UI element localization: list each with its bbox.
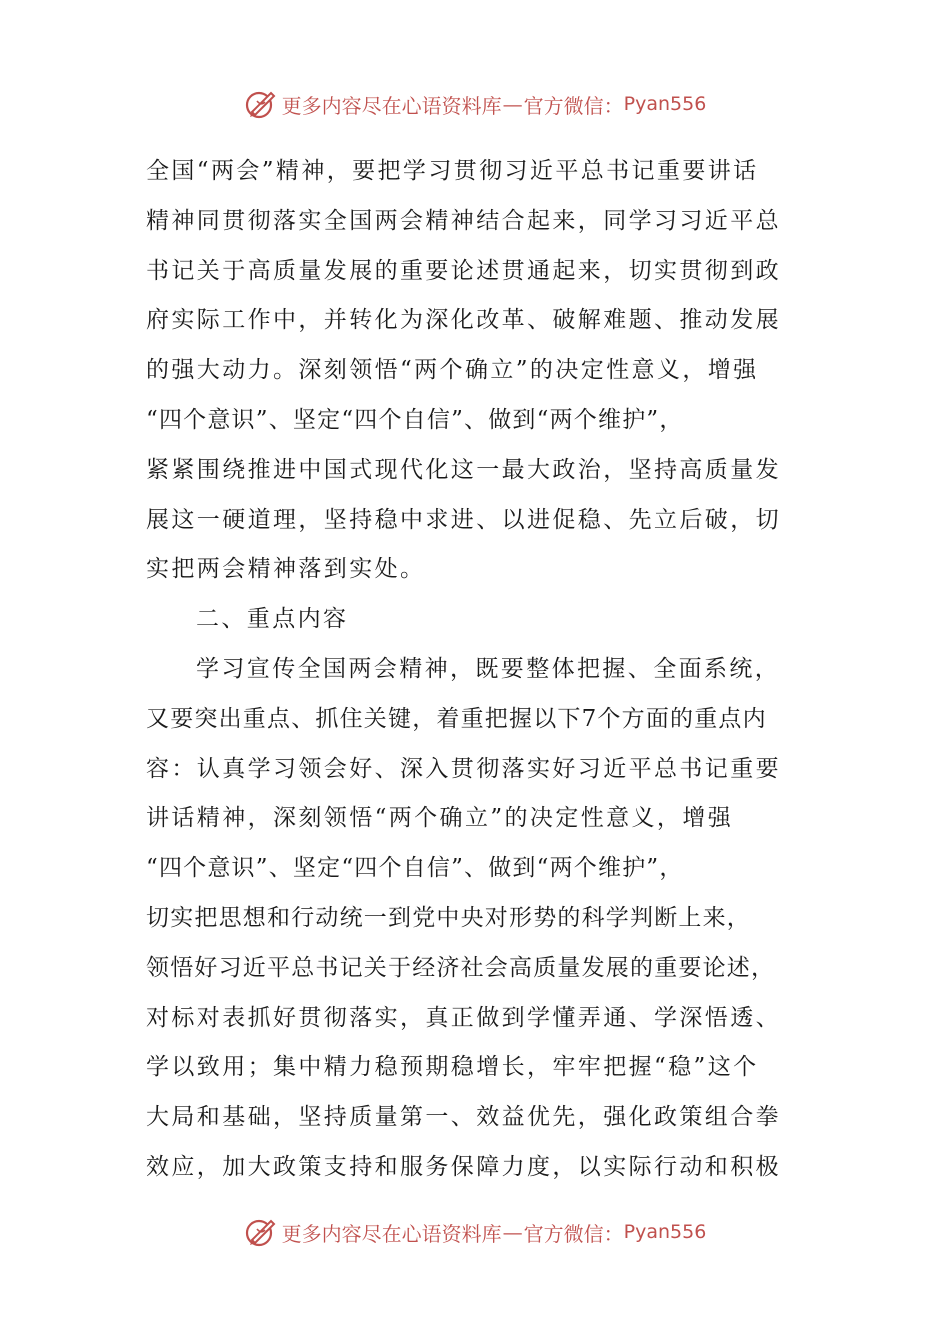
body-line: 实把两会精神落到实处。 xyxy=(146,556,426,583)
body-line: 书记关于高质量发展的重要论述贯通起来，切实贯彻到政 xyxy=(146,257,781,284)
body-line: 容：认真学习领会好、深入贯彻落实好习近平总书记重要 xyxy=(146,755,781,782)
body-line: 府实际工作中，并转化为深化改革、破解难题、推动发展 xyxy=(146,307,781,334)
body-line: 全国“两会”精神，要把学习贯彻习近平总书记重要讲话 xyxy=(146,158,759,184)
body-line: 精神同贯彻落实全国两会精神结合起来，同学习习近平总 xyxy=(146,207,781,234)
body-line: 大局和基础，坚持质量第一、效益优先，强化政策组合拳 xyxy=(146,1104,781,1131)
body-line: 领悟好习近平总书记关于经济社会高质量发展的重要论述， xyxy=(146,954,776,981)
body-line: 紧紧围绕推进中国式现代化这一最大政治，坚持高质量发 xyxy=(146,456,781,483)
body-line: 展这一硬道理，坚持稳中求进、以进促稳、先立后破，切 xyxy=(146,506,781,533)
body-line: “四个意识”、坚定“四个自信”、做到“两个维护”， xyxy=(146,855,684,882)
body-line: 又要突出重点、抓住关键，着重把握以下7个方面的重点内 xyxy=(146,705,767,732)
body-line: “四个意识”、坚定“四个自信”、做到“两个维护”， xyxy=(146,406,684,433)
body-line: 效应，加大政策支持和服务保障力度，以实际行动和积极 xyxy=(146,1153,781,1180)
body-line: 学以致用；集中精力稳预期稳增长，牢牢把握“稳”这个 xyxy=(146,1054,759,1081)
watermark-wechat-id: Pyan556 xyxy=(623,93,707,115)
watermark-label: 官方微信： xyxy=(523,93,624,118)
body-line: 学习宣传全国两会精神，既要整体把握、全面系统， xyxy=(196,655,781,682)
pen-logo-icon xyxy=(244,87,278,121)
pen-logo-icon xyxy=(244,1215,278,1249)
footer-watermark xyxy=(0,1212,950,1252)
watermark-label: 官方微信： xyxy=(523,1221,624,1246)
watermark-wechat-id: Pyan556 xyxy=(623,1221,707,1243)
body-line: 切实把思想和行动统一到党中央对形势的科学判断上来， xyxy=(146,904,751,931)
body-line: 讲话精神，深刻领悟“两个确立”的决定性意义，增强 xyxy=(146,805,734,832)
watermark-dash: — xyxy=(502,92,523,116)
document-body xyxy=(146,147,808,1193)
header-watermark xyxy=(0,84,950,124)
watermark-dash: — xyxy=(502,1220,523,1244)
section-heading: 二、重点内容 xyxy=(196,606,349,633)
watermark-site: 更多内容尽在心语资料库 xyxy=(281,1221,502,1246)
body-line: 对标对表抓好贯彻落实，真正做到学懂弄通、学深悟透、 xyxy=(146,1004,781,1031)
body-line: 的强大动力。深刻领悟“两个确立”的决定性意义，增强 xyxy=(146,357,759,384)
watermark-site: 更多内容尽在心语资料库 xyxy=(281,93,502,118)
